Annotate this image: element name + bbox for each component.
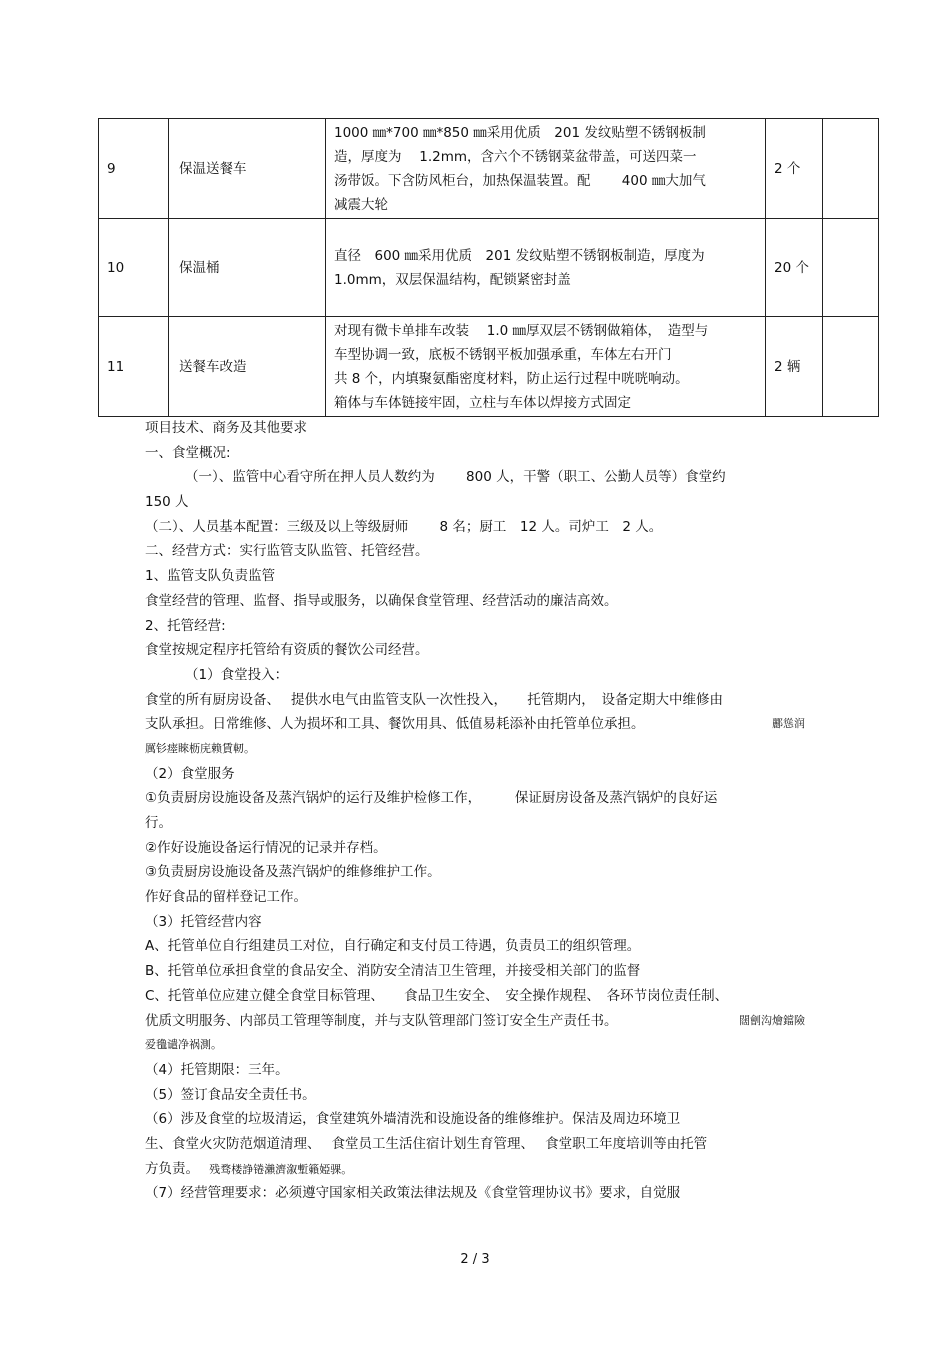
- paragraph-line: B、托管单位承担食堂的食品安全、消防安全清洁卫生管理，并接受相关部门的监督: [145, 963, 641, 980]
- item-description: [326, 219, 766, 317]
- paragraph-line: 行。: [145, 815, 172, 831]
- garbled-text: 爱氇谴净祸測。: [145, 1038, 222, 1052]
- paragraph-line: ③负责厨房设施设备及蒸汽锅炉的维修维护工作。: [145, 864, 441, 881]
- table-row: [99, 219, 879, 317]
- paragraph-line: [145, 1009, 805, 1034]
- paragraph-line: （二）、人员基本配置：三级及以上等级厨师 8 名；厨工 12 人。司炉工 2 人。: [145, 518, 663, 535]
- paragraph-line: 食堂经营的管理、监督、指导或服务，以确保食堂管理、经营活动的廉洁高效。: [145, 592, 618, 609]
- description-line: 车型协调一致，底板不锈钢平板加强承重，车体左右开门: [334, 346, 672, 363]
- item-description: [326, 317, 766, 417]
- paragraph-line: 生、食堂火灾防范烟道清理、 食堂员工生活住宿计划生育管理、 食堂职工年度培训等由托管: [145, 1135, 708, 1152]
- empty-cell: [823, 317, 879, 417]
- item-name: 保温送餐车: [169, 119, 326, 219]
- paragraph-text: 支队承担。日常维修、人为损坏和工具、餐饮用具、低值易耗添补由托管单位承担。: [145, 716, 645, 733]
- subsection-heading: （2）食堂服务: [145, 765, 235, 782]
- paragraph-text: 方负责。: [145, 1160, 199, 1177]
- row-number: 11: [99, 317, 169, 417]
- item-quantity: 20 个: [766, 219, 823, 317]
- description-line: 对现有微卡单排车改装 1.0 ㎜厚双层不锈钢做箱体， 造型与: [334, 322, 709, 339]
- requirements-body: [145, 416, 805, 1206]
- paragraph-line: （6）涉及食堂的垃圾清运，食堂建筑外墙清洗和设施设备的维修维护。保洁及周边环境卫: [145, 1111, 681, 1128]
- paragraph-line: 食堂按规定程序托管给有资质的餐饮公司经营。: [145, 642, 429, 659]
- paragraph-line: A、托管单位自行组建员工对位，自行确定和支付员工待遇，负责员工的组织管理。: [145, 938, 641, 955]
- paragraph-line: ②作好设施设备运行情况的记录并存档。: [145, 839, 387, 856]
- page-number: 2 / 3: [460, 1252, 490, 1267]
- description-line: 共 8 个，内填聚氨酯密度材料，防止运行过程中咣咣响动。: [334, 370, 689, 387]
- description-line: 减震大轮: [334, 196, 388, 213]
- row-number: 9: [99, 119, 169, 219]
- item-quantity: 2 个: [766, 119, 823, 219]
- subsection-heading: 1、监管支队负责监管: [145, 568, 276, 585]
- item-name: 送餐车改造: [169, 317, 326, 417]
- description-line: 造，厚度为 1.2mm，含六个不锈钢菜盆带盖，可送四菜一: [334, 148, 697, 165]
- paragraph-line: （一）、监管中心看守所在押人员人数约为 800 人，干警（职工、公勤人员等）食堂约: [185, 469, 726, 486]
- garbled-text: 残骛楼諍锩瀨濟溆塹籟婭骒。: [209, 1162, 353, 1176]
- paragraph-line: [145, 1157, 805, 1182]
- item-description: [326, 119, 766, 219]
- section-heading: 项目技术、商务及其他要求: [145, 420, 307, 436]
- description-line: 直径 600 ㎜采用优质 201 发纹贴塑不锈钢板制造，厚度为: [334, 247, 705, 264]
- paragraph-line: C、托管单位应建立健全食堂目标管理、 食品卫生安全、 安全操作规程、 各环节岗位责任制、: [145, 987, 729, 1004]
- empty-cell: [823, 219, 879, 317]
- equipment-table: [98, 118, 879, 417]
- garbled-text: 酈慫润: [772, 717, 805, 731]
- paragraph-line: （7）经营管理要求：必须遵守国家相关政策法律法规及《食堂管理协议书》要求，自觉服: [145, 1185, 681, 1202]
- description-line: 1000 ㎜*700 ㎜*850 ㎜采用优质 201 发纹贴塑不锈钢板制: [334, 124, 706, 141]
- paragraph-line: [145, 712, 805, 737]
- item-name: 保温桶: [169, 219, 326, 317]
- description-line: 1.0mm，双层保温结构，配锁紧密封盖: [334, 271, 571, 288]
- subsection-heading: （3）托管经营内容: [145, 913, 262, 930]
- empty-cell: [823, 119, 879, 219]
- section-heading: 一、食堂概况:: [145, 444, 231, 461]
- description-line: 汤带饭。下含防风柜台，加热保温装置。配 400 ㎜大加气: [334, 172, 706, 189]
- paragraph-line: 150 人: [145, 494, 189, 511]
- section-heading: 二、经营方式：实行监管支队监管、托管经营。: [145, 543, 429, 560]
- paragraph-line: 作好食品的留样登记工作。: [145, 889, 307, 906]
- paragraph-line: （4）托管期限：三年。: [145, 1061, 289, 1078]
- row-number: 10: [99, 219, 169, 317]
- garbled-text: 厲钐瘗睞枥庑赖賃軔。: [145, 741, 255, 755]
- paragraph-line: ①负责厨房设施设备及蒸汽锅炉的运行及维护检修工作， 保证厨房设备及蒸汽锅炉的良好运: [145, 790, 718, 807]
- description-line: 箱体与车体链接牢固，立柱与车体以焊接方式固定: [334, 394, 631, 411]
- paragraph-line: （5）签订食品安全责任书。: [145, 1086, 316, 1103]
- garbled-text: 闊劊沟燴鐺險: [739, 1013, 805, 1027]
- subsection-heading: 2、托管经营:: [145, 617, 226, 634]
- table-row: [99, 119, 879, 219]
- subsection-heading: （1）食堂投入：: [185, 666, 289, 683]
- item-quantity: 2 辆: [766, 317, 823, 417]
- paragraph-line: 食堂的所有厨房设备、 提供水电气由监管支队一次性投入， 托管期内， 设备定期大中维修由: [145, 691, 724, 708]
- paragraph-text: 优质文明服务、内部员工管理等制度，并与支队管理部门签订安全生产责任书。: [145, 1012, 618, 1029]
- table-row: [99, 317, 879, 417]
